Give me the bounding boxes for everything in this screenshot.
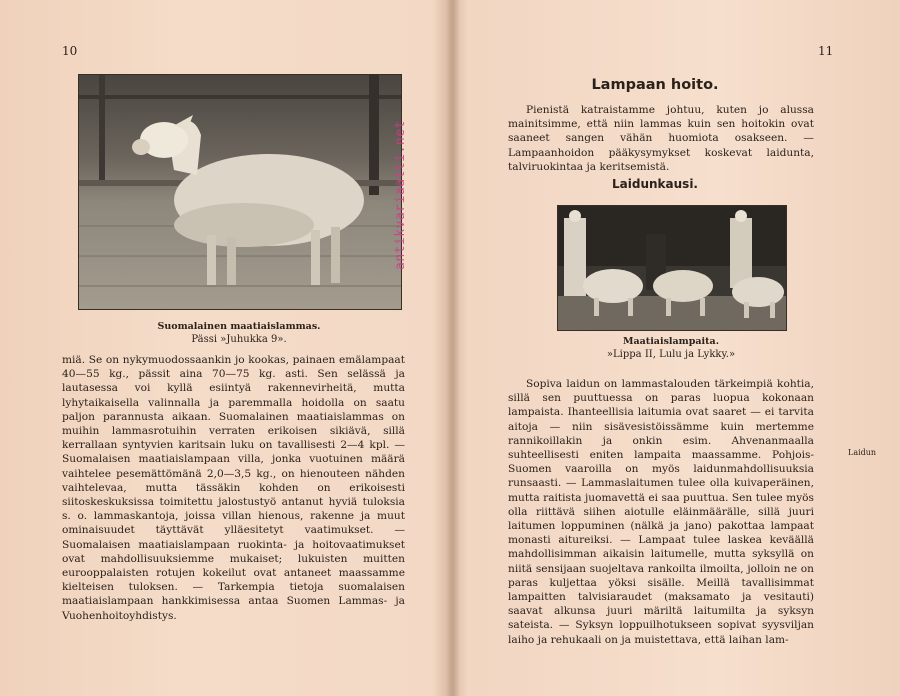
photo-maatiaislampaita	[557, 205, 787, 331]
paragraph-left: miä. Se on nykymuodossaankin jo kookas, painaen emälampaat 40—55 kg., pässit aina 70—75 kg. asti. Sen selässä ja lautasessa voi kyllä esiintyä rakennevirheitä, mutta lyhytaikaisella valinnalla ja paremmalla hoidolla on saatu paljon parannusta aikaan. Suomalainen maatiaislammas on muihin lammasrotuihin verraten erikoisen sikiävä, sillä kerrallaan syntyvien karitsain luku on tavallisesti 2—4 kpl. — Suomalaisen maatiaislampaan villa, jonka vuotuinen määrä vaihtelee pesemättömänä 2,0—3,5 kg., on hienouteen nähden vaihtelevaa, mutta tässäkin kohden on erikoisesti siitoskeskuksissa toimitettu jalostustyö antanut hyviä tuloksia s. o. lammaskantoja, joissa villan hienous, rakenne ja muut ominaisuudet täyttävät ylläesitetyt vaatimukset. — Suomalaisen maatiaislampaan ruokinta- ja hoitovaatimukset ovat mahdollisuuksiemme mukaiset; lukuisten muitten eurooppalaisten rotujen kokeilut ovat antaneet maassamme kielteisen tuloksen. — Tarkempia tietoja suomalaisen maatiaislampaan hankkimisessa antaa Suomen Lammas- ja Vuohenhoitoyhdistys.	[62, 354, 405, 622]
sheep-photo-illustration	[79, 75, 401, 309]
sheep-group-photo-illustration	[558, 206, 786, 330]
figure-caption-title-left: Suomalainen maatiaislammas.	[157, 321, 321, 332]
margin-note: Laidun	[848, 448, 877, 457]
book-gutter	[446, 0, 460, 696]
body-text-left	[62, 353, 405, 623]
figure-caption-sub-right: »Lippa II, Lulu ja Lykky.»	[606, 349, 736, 360]
page-number-right: 11	[818, 44, 834, 58]
body-text-right	[508, 377, 814, 647]
watermark: antikvariaatti.net	[393, 120, 408, 270]
intro-text	[508, 103, 814, 174]
page-number-left: 10	[62, 44, 78, 58]
intro-paragraph: Pienistä katraistamme johtuu, kuten jo alussa mainitsimme, että niin lammas kuin sen hoitokin ovat saaneet sangen vähän huomiota osakseen. — Lampaanhoidon pääkysymykset koskevat laidunta, talviruokintaa ja keritsemistä.	[508, 104, 814, 173]
section-subtitle: Laidunkausi.	[612, 177, 698, 191]
figure-caption-title-right: Maatiaislampaita.	[622, 336, 719, 347]
figure-caption-sub-left: Pässi »Juhukka 9».	[191, 334, 287, 345]
paragraph-right: Sopiva laidun on lammastalouden tärkeimpiä kohtia, sillä sen puuttuessa on paras luopua kokonaan lampaista. Ihanteellisia laitumia ovat saaret — ei tarvita aitoja — niin sisävesistöissämme kuin mertemme rannikoillakin ja onkin esim. Ahvenanmaalla suhteellisesti eniten lampaita maassamme. Pohjois-Suomen vaaroilla on myös laidunmahdollisuuksia runsaasti. — Lammaslaitumen tulee olla kuivaperäinen, mutta raitista juomavettä ei saa puuttua. Sen tulee myös olla riittävä siihen aiotulle eläinmäärälle, sillä juuri laitumen loppuminen (nälkä ja jano) pakottaa lampaat monasti aitureiksi. — Lampaat tulee laskea keväällä mahdollisimman aikaisin laitumelle, mutta syksyllä on niitä sensijaan suojeltava rankoilta ilmoilta, jolloin ne on paras kuljettaa yöksi sisälle. Meillä tavallisimmat lampaitten talvisiaraudet (maksamato ja vesitauti) saavat alkunsa juuri märiltä laitumilta ja syksyn sateista. — Syksyn loppuilhotukseen sopivat syysviljan laiho ja rehukaali on ja muistettava, että laihan lam-	[508, 378, 814, 646]
photo-sheep-juhukka	[78, 74, 402, 310]
chapter-title: Lampaan hoito.	[591, 77, 719, 93]
